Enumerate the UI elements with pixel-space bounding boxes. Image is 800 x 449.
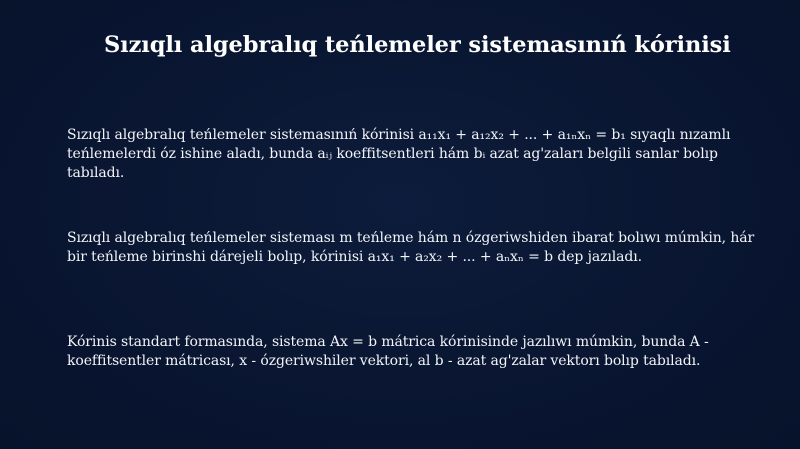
- paragraph-equations-count: Sızıqlı algebralıq teńlemeler sisteması m teńleme hám n ózgeriwshiden ibarat bolıwı múmkin, hár bir teńleme birinshi dárejeli bolıp, kórinisi a₁x₁ + a₂x₂ + ... + aₙxₙ = b dep jazıladı.: [67, 230, 755, 265]
- paragraph-standard-form: Kórinis standart formasında, sistema Ax = b mátrica kórinisinde jazılıwı múmkin, bunda A - koeffitsentler mátricası, x - ózgeriwshiler vektori, al b - azat ag'zalar vektorı bolıp tabıladı.: [67, 334, 709, 369]
- paragraph-matrix-form-intro: Sızıqlı algebralıq teńlemeler sistemasınıń kórinisi a₁₁x₁ + a₁₂x₂ + ... + a₁ₙxₙ = b₁ sıyaqlı nızamlı teńlemelerdi óz ishine aladı, bunda aᵢⱼ koeffitsentleri hám bᵢ azat ag'zaları belgili sanlar bolıp tabıladı.: [67, 127, 731, 181]
- slide-title: Sızıqlı algebralıq teńlemeler sistemasınıń kórinisi: [104, 32, 731, 58]
